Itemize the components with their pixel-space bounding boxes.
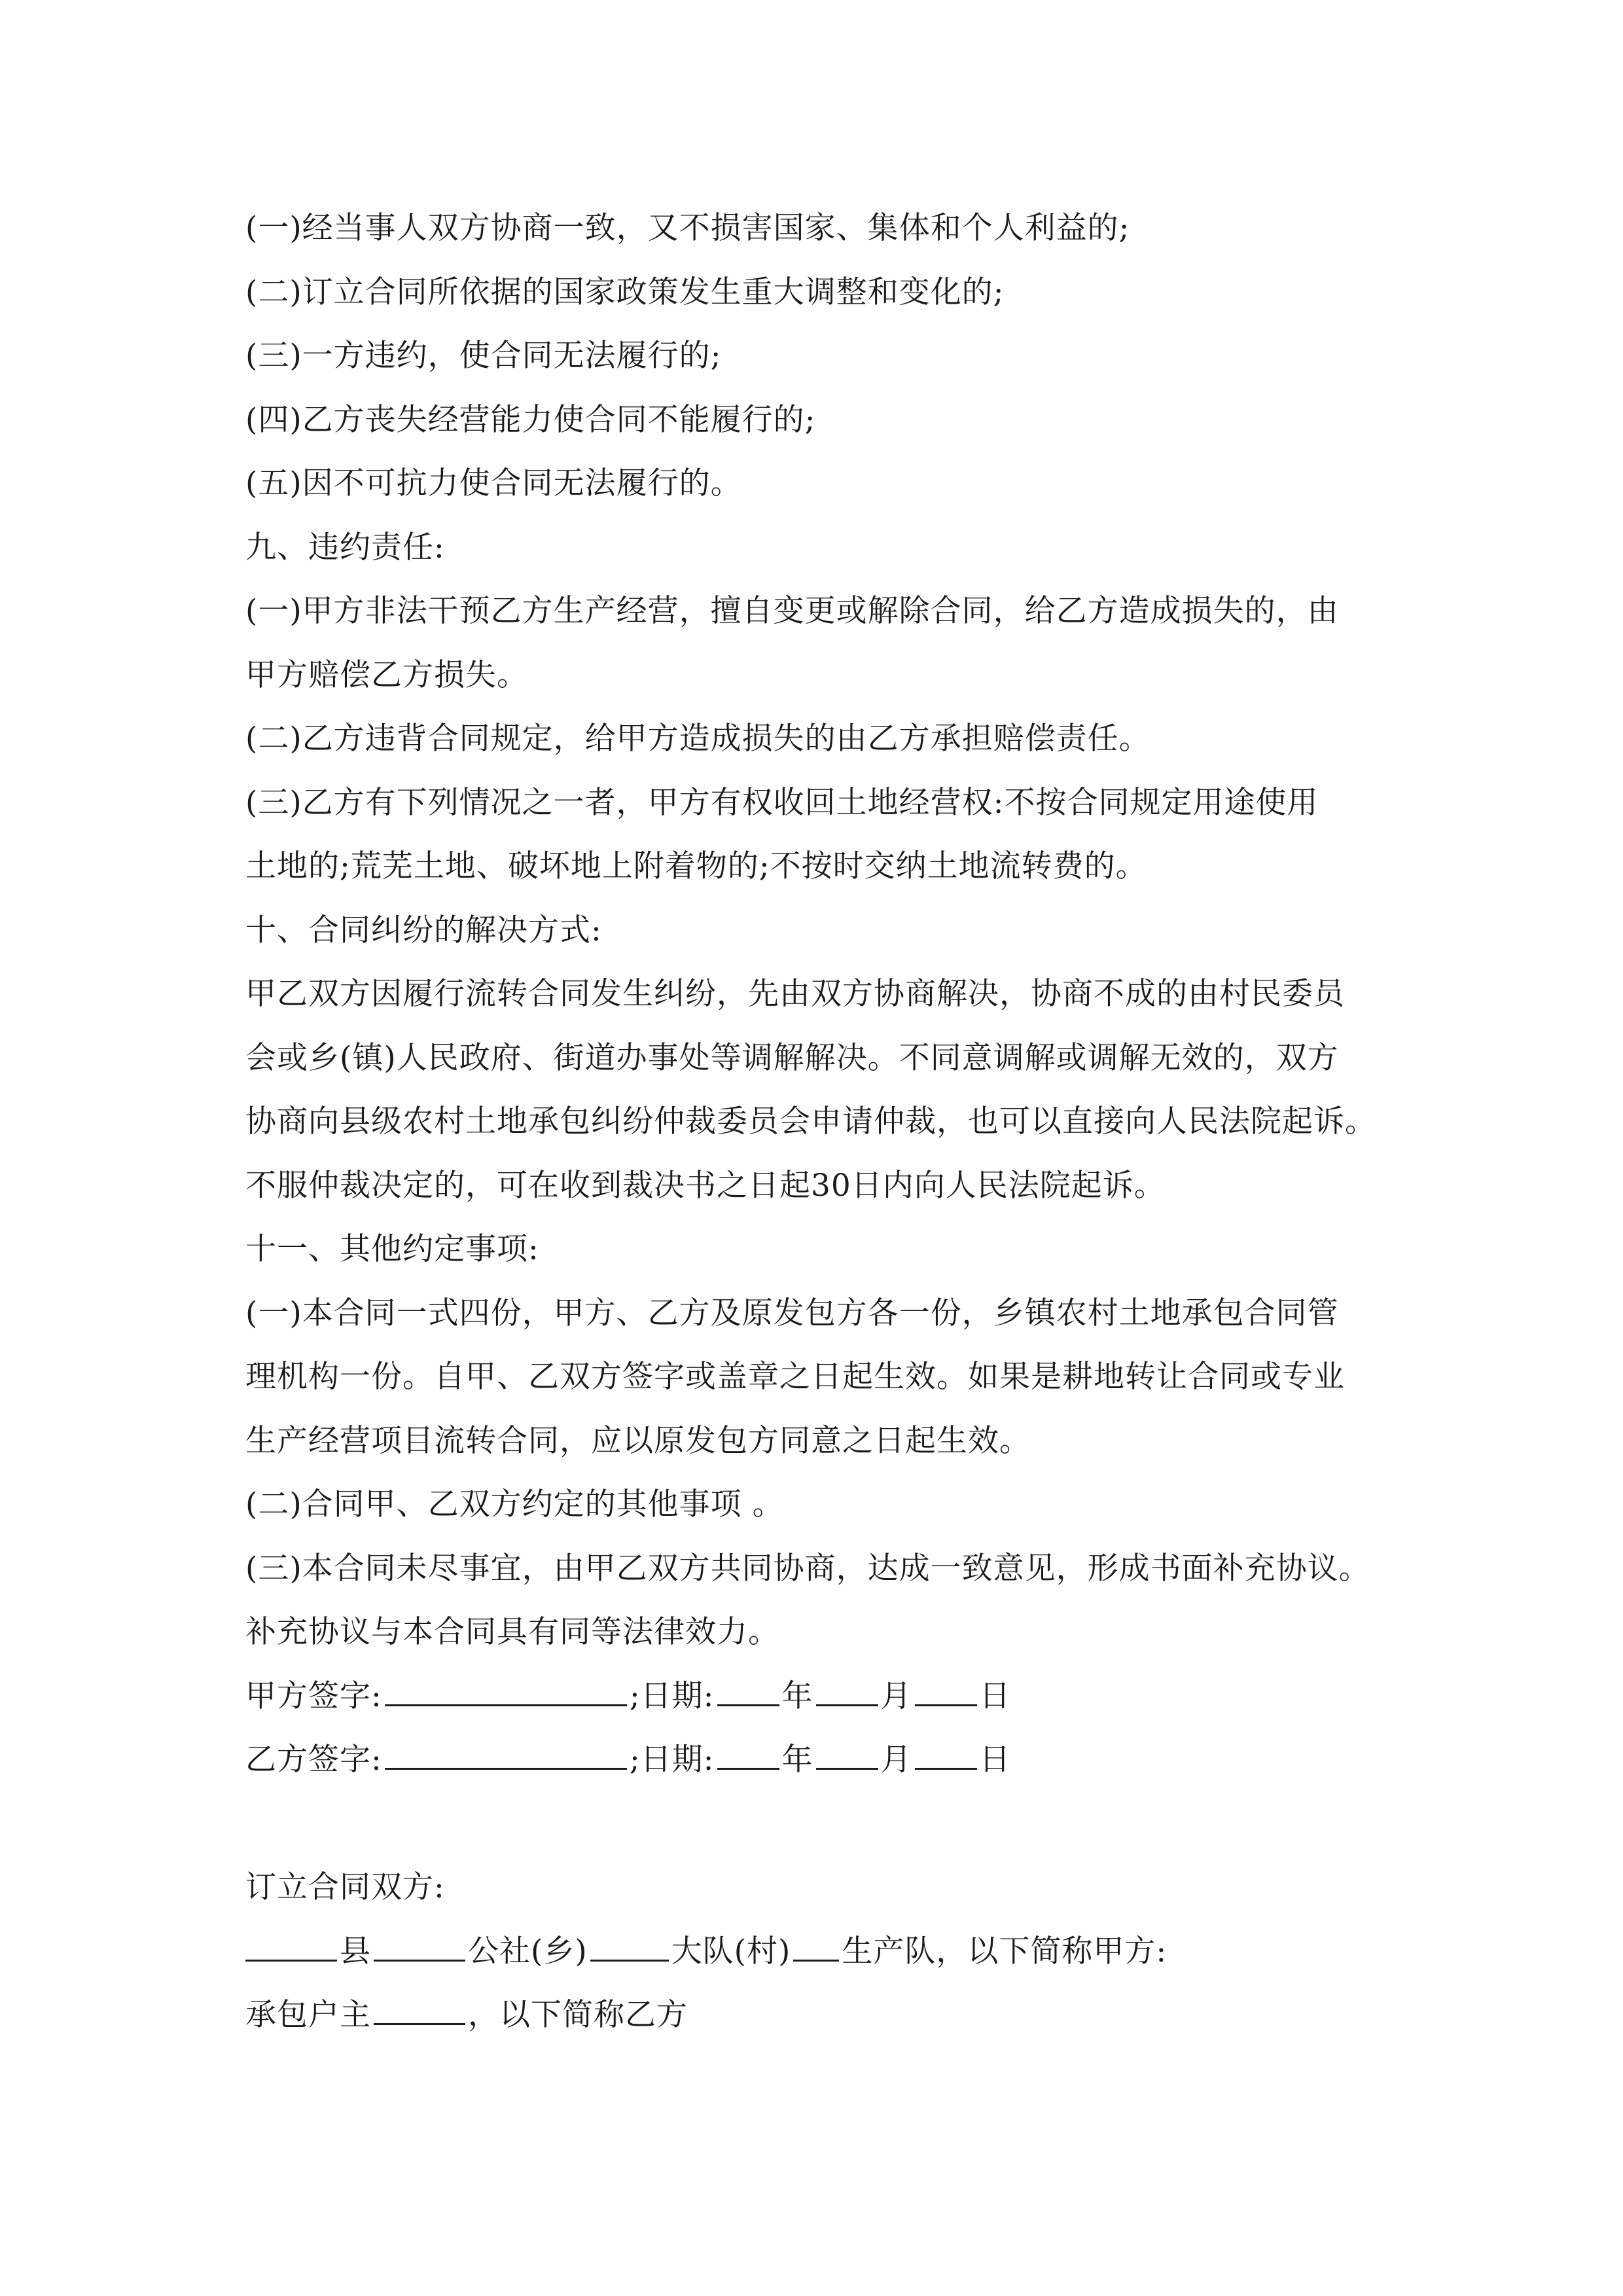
party-b-sign-label: 乙方签字:: [245, 1742, 382, 1778]
brigade-blank[interactable]: [590, 1935, 669, 1962]
month-label: 月: [880, 1742, 912, 1778]
party-a-sign-label: 甲方签字:: [245, 1677, 382, 1714]
clause11-item-3-line-1: (三)本合同未尽事宜，由甲乙双方共同协商，达成一致意见，形成书面补充协议。: [245, 1550, 1370, 1587]
clause11-item-1-line-1: (一)本合同一式四份，甲方、乙方及原发包方各一份，乡镇农村土地承包合同管: [245, 1295, 1339, 1331]
year-label: 年: [781, 1742, 813, 1778]
day-label: 日: [979, 1742, 1011, 1778]
party-b-signature-blank[interactable]: [385, 1743, 627, 1770]
clause10-heading: 十、合同纠纷的解决方式:: [245, 912, 602, 948]
date-label: ;日期:: [629, 1677, 715, 1714]
brigade-label: 大队(村): [671, 1933, 791, 1969]
clause8-item-2: (二)订立合同所依据的国家政策发生重大调整和变化的;: [245, 274, 1005, 310]
clause9-item-1-line-1: (一)甲方非法干预乙方生产经营，擅自变更或解除合同，给乙方造成损失的，由: [245, 593, 1339, 629]
party-a-signature-blank[interactable]: [385, 1679, 627, 1706]
date-label: ;日期:: [629, 1742, 715, 1778]
clause10-line-2: 会或乡(镇)人民政府、街道办事处等调解解决。不同意调解或调解无效的，双方: [245, 1039, 1339, 1076]
party-b-contractor-line: [245, 1983, 1397, 2047]
signature-row-party-a: [245, 1664, 1397, 1729]
contractor-owner-blank[interactable]: [374, 1998, 465, 2025]
party-a-address-line: [245, 1920, 1397, 1984]
party-b-year-blank[interactable]: [717, 1743, 779, 1770]
contractor-suffix: ，以下简称乙方: [468, 1997, 688, 2033]
clause11-heading: 十一、其他约定事项:: [245, 1231, 539, 1267]
clause9-item-3-line-2: 土地的;荒芜土地、破坏地上附着物的;不按时交纳土地流转费的。: [245, 848, 1147, 884]
party-b-month-blank[interactable]: [816, 1743, 878, 1770]
clause9-item-3-line-1: (三)乙方有下列情况之一者，甲方有权收回土地经营权:不按合同规定用途使用: [245, 784, 1319, 821]
county-blank[interactable]: [245, 1935, 337, 1962]
parties-heading: 订立合同双方:: [245, 1869, 445, 1905]
clause10-line-4: 不服仲裁决定的，可在收到裁决书之日起30日内向人民法院起诉。: [245, 1167, 1166, 1204]
commune-blank[interactable]: [374, 1935, 465, 1962]
party-a-day-blank[interactable]: [915, 1679, 977, 1706]
month-label: 月: [880, 1677, 912, 1714]
clause8-item-4: (四)乙方丧失经营能力使合同不能履行的;: [245, 401, 816, 438]
clause8-item-3: (三)一方违约，使合同无法履行的;: [245, 338, 722, 374]
team-blank[interactable]: [793, 1935, 839, 1962]
document-body: [245, 196, 1397, 2047]
team-label: 生产队，以下简称甲方:: [842, 1933, 1168, 1969]
clause11-item-3-line-2: 补充协议与本合同具有同等法律效力。: [245, 1614, 779, 1650]
signature-row-party-b: [245, 1728, 1397, 1792]
clause11-item-1-line-3: 生产经营项目流转合同，应以原发包方同意之日起生效。: [245, 1422, 1031, 1459]
clause9-item-1-line-2: 甲方赔偿乙方损失。: [245, 656, 528, 693]
contractor-prefix: 承包户主: [245, 1997, 371, 2033]
clause11-item-1-line-2: 理机构一份。自甲、乙双方签字或盖章之日起生效。如果是耕地转让合同或专业: [245, 1359, 1345, 1395]
year-label: 年: [781, 1677, 813, 1714]
clause10-line-1: 甲乙双方因履行流转合同发生纠纷，先由双方协商解决，协商不成的由村民委员: [245, 976, 1345, 1012]
clause10-line-3: 协商向县级农村土地承包纠纷仲裁委员会申请仲裁，也可以直接向人民法院起诉。: [245, 1103, 1376, 1139]
party-a-month-blank[interactable]: [816, 1679, 878, 1706]
party-b-day-blank[interactable]: [915, 1743, 977, 1770]
clause9-heading: 九、违约责任:: [245, 529, 445, 565]
clause9-item-2: (二)乙方违背合同规定，给甲方造成损失的由乙方承担赔偿责任。: [245, 721, 1150, 757]
clause8-item-5: (五)因不可抗力使合同无法履行的。: [245, 465, 742, 501]
county-label: 县: [340, 1933, 371, 1969]
clause11-item-2: (二)合同甲、乙双方约定的其他事项 。: [245, 1486, 784, 1522]
party-a-year-blank[interactable]: [717, 1679, 779, 1706]
spacer: [245, 1792, 1397, 1856]
clause8-item-1: (一)经当事人双方协商一致，又不损害国家、集体和个人利益的;: [245, 210, 1130, 246]
day-label: 日: [979, 1677, 1011, 1714]
commune-label: 公社(乡): [468, 1933, 588, 1969]
